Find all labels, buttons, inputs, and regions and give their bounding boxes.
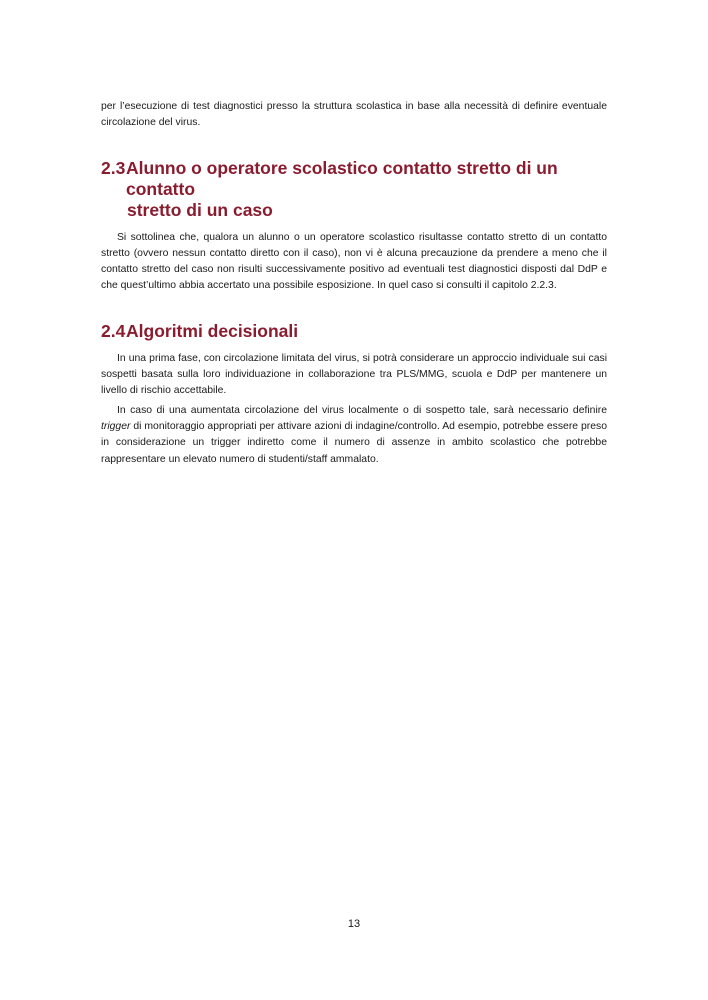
page-number: 13 xyxy=(347,918,361,930)
section-2-3-paragraph: Si sottolinea che, qualora un alunno o un operatore scolastico risultasse contatto stretto di un contatto stretto (ovvero nessun contatto diretto con il caso), non vi è alcuna precauzione da prendere a meno che il contatto stretto del caso non risulti successivamente positivo ad eventuali test diagnostici disposti dal DdP e che quest’ultimo abbia accertato una possibile esposizione. In quel caso si consulti il capitolo 2.2.3. xyxy=(101,231,607,292)
section-2-4-title: Algoritmi decisionali xyxy=(126,320,299,341)
section-2-4-paragraph-2-start: In caso di una aumentata circolazione del virus localmente o di sospetto tale, sarà necessario definire xyxy=(117,404,607,416)
section-2-3-title-line1: Alunno o operatore scolastico contatto stretto di un contatto xyxy=(126,157,558,199)
section-2-3-number: 2.3 xyxy=(101,157,126,178)
section-2-4-paragraph-2-end: di monitoraggio appropriati per attivare azioni di indagine/controllo. Ad esempio, potrebbe essere preso in considerazione un trigger indiretto come il numero di assenze in ambito scolastico che potrebbe rappresentare un elevato numero di studenti/staff ammalato. xyxy=(101,420,607,465)
section-2-3-heading xyxy=(101,158,607,221)
trigger-term: trigger xyxy=(101,420,131,432)
section-2-4-number: 2.4 xyxy=(101,320,126,341)
section-2-4-paragraph-1: In una prima fase, con circolazione limitata del virus, si potrà considerare un approccio individuale sui casi sospetti basata sulla loro individuazione in collaborazione tra PLS/MMG, scuola e DdP per mantenere un livello di rischio accettabile. xyxy=(101,352,607,397)
section-2-4-heading xyxy=(101,321,607,342)
section-2-3-title-line2: stretto di un caso xyxy=(127,199,273,220)
document-body xyxy=(101,99,607,468)
section-2-4-paragraph-2 xyxy=(101,403,607,468)
intro-paragraph: per l’esecuzione di test diagnostici presso la struttura scolastica in base alla necessità di definire eventuale circolazione del virus. xyxy=(101,101,607,129)
